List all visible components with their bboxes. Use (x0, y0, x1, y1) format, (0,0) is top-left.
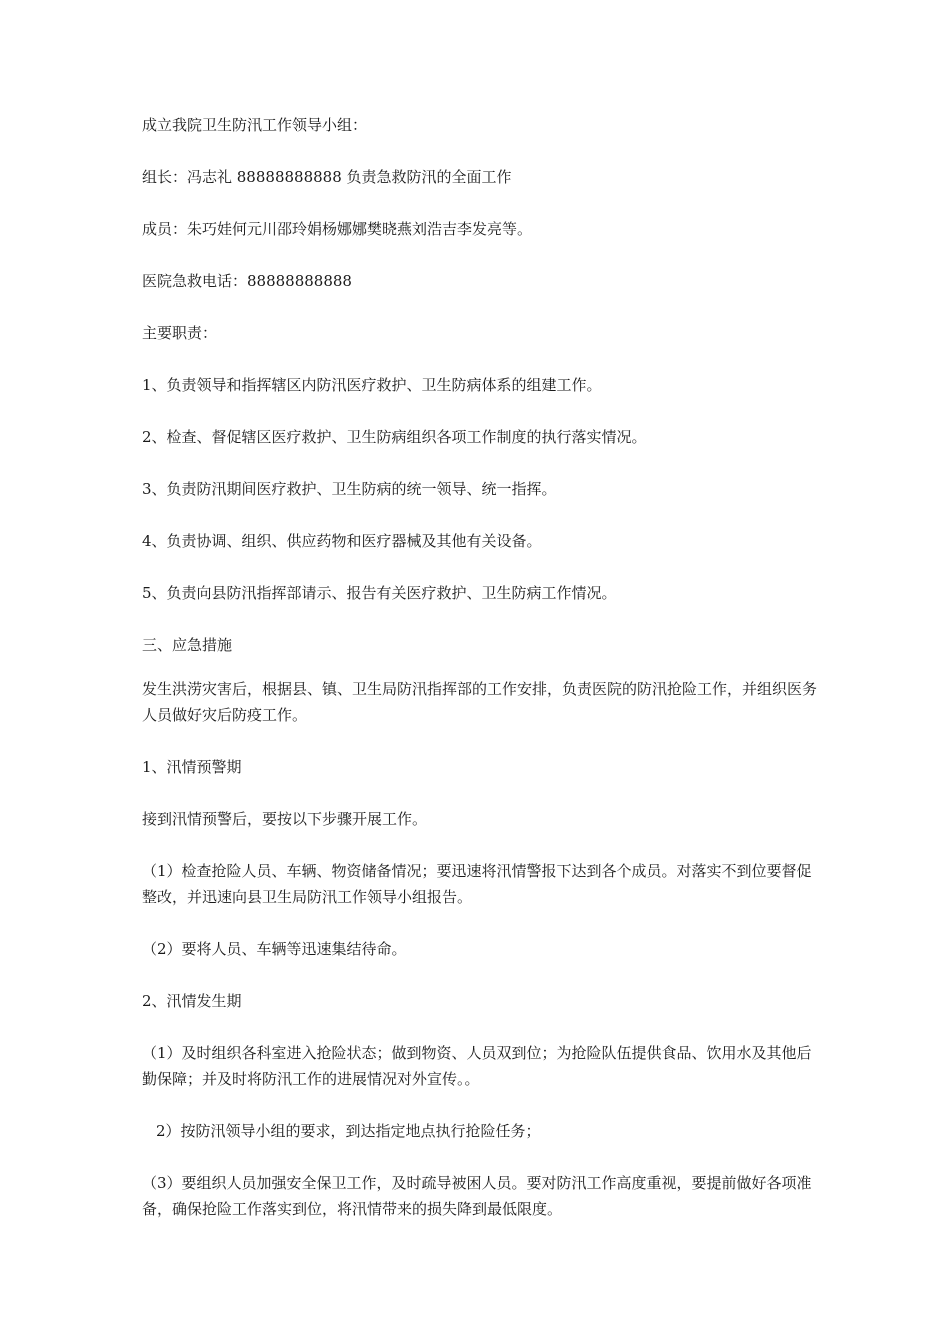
occurrence-step-3: （3）要组织人员加强安全保卫工作，及时疏导被困人员。要对防汛工作高度重视，要提前做好各项准备，确保抢险工作落实到位，将汛情带来的损失降到最低限度。 (142, 1174, 812, 1218)
paragraph-emergency-phone: 医院急救电话：88888888888 (142, 272, 352, 290)
occurrence-step-1: （1）及时组织各科室进入抢险状态；做到物资、人员双到位；为抢险队伍提供食品、饮用水及其他后勤保障；并及时将防汛工作的进展情况对外宣传。。 (142, 1044, 812, 1088)
warning-step-2: （2）要将人员、车辆等迅速集结待命。 (142, 940, 407, 958)
paragraph-members: 成员：朱巧娃何元川邵玲娟杨娜娜樊晓燕刘浩吉李发亮等。 (142, 220, 533, 238)
document-body (142, 112, 818, 1248)
duty-item-3: 3、负责防汛期间医疗救护、卫生防病的统一领导、统一指挥。 (142, 480, 557, 498)
subheading-warning-period: 1、汛情预警期 (142, 758, 242, 776)
paragraph-main-duties-heading: 主要职责： (142, 324, 218, 342)
paragraph-flood-response: 发生洪涝灾害后，根据县、镇、卫生局防汛指挥部的工作安排，负责医院的防汛抢险工作，并组织医务人员做好灾后防疫工作。 (142, 680, 818, 724)
duty-item-4: 4、负责协调、组织、供应药物和医疗器械及其他有关设备。 (142, 532, 542, 550)
duty-item-5: 5、负责向县防汛指挥部请示、报告有关医疗救护、卫生防病工作情况。 (142, 584, 617, 602)
subheading-occurrence-period: 2、汛情发生期 (142, 992, 242, 1010)
paragraph-group-leader: 组长：冯志礼 88888888888 负责急救防汛的全面工作 (142, 168, 512, 186)
duty-item-1: 1、负责领导和指挥辖区内防汛医疗救护、卫生防病体系的组建工作。 (142, 376, 602, 394)
warning-step-1: （1）检查抢险人员、车辆、物资储备情况；要迅速将汛情警报下达到各个成员。对落实不到位要督促整改，并迅速向县卫生局防汛工作领导小组报告。 (142, 862, 812, 906)
occurrence-step-2: 2）按防汛领导小组的要求，到达指定地点执行抢险任务； (156, 1122, 541, 1140)
paragraph-warning-steps: 接到汛情预警后，要按以下步骤开展工作。 (142, 810, 428, 828)
paragraph-leadership-group: 成立我院卫生防汛工作领导小组： (142, 116, 368, 134)
duty-item-2: 2、检查、督促辖区医疗救护、卫生防病组织各项工作制度的执行落实情况。 (142, 428, 647, 446)
section-heading-emergency-measures: 三、应急措施 (142, 636, 233, 654)
